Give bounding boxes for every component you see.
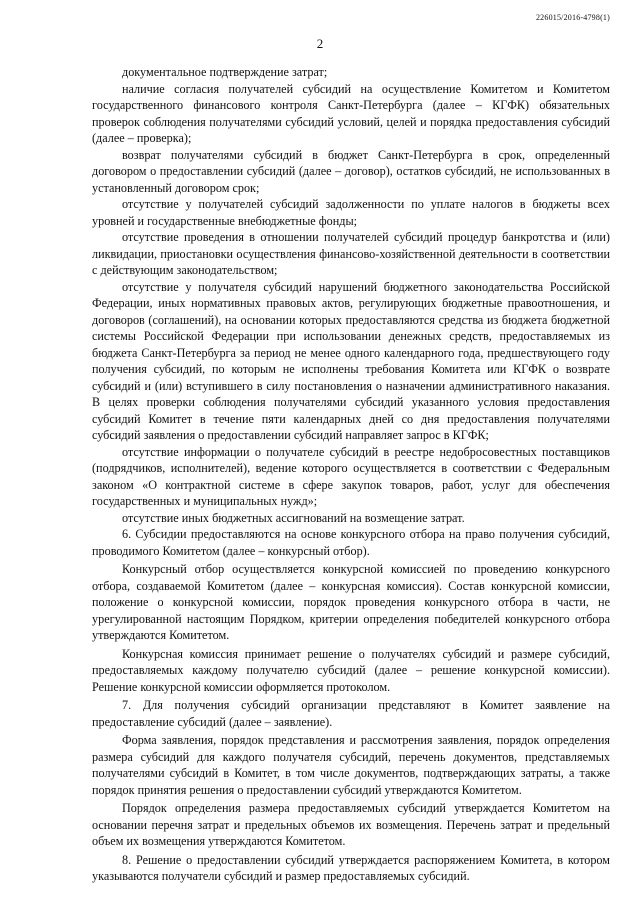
paragraph: Конкурсная комиссия принимает решение о получателях субсидий и размере субсидий, предоставляемых каждому получателю субсидий (далее – решение конкурсной комиссии). Решение конкурсной комиссии оформляется протоколом. xyxy=(92,646,610,694)
document-number: 226015/2016-4798(1) xyxy=(535,13,610,22)
paragraph: 8. Решение о предоставлении субсидий утверждается распоряжением Комитета, в котором указываются получатели субсидий и размер предоставляемых субсидий. xyxy=(92,852,610,883)
document-body xyxy=(92,64,610,885)
page-number: 2 xyxy=(316,36,324,51)
paragraph: отсутствие у получателя субсидий нарушений бюджетного законодательства Российской Федерации, иных нормативных правовых актов, регулирующих бюджетные правоотношения, и договоров (соглашений), на основании которых предоставляются средства из бюджета бюджетной системы Российской Федерации при использовании денежных средств, предоставляемых из бюджета Санкт-Петербурга за период не менее одного календарного года, предшествующего году получения субсидий, по которым не исполнены требования Комитета или КГФК о возврате субсидий и (или) вступившего в силу постановления о назначении административного наказания. В целях проверки соблюдения получателями субсидий указанного условия предоставления субсидий Комитет в течение пяти календарных дней со дня предоставления получателями субсидий заявления о предоставлении субсидий направляет запрос в КГФК; xyxy=(92,279,610,442)
paragraph: Порядок определения размера предоставляемых субсидий утверждается Комитетом на основании перечня затрат и предельных объемов их возмещения. Перечень затрат и предельный объем их возмещения утверждаются Комитетом. xyxy=(92,801,610,848)
paragraph: 7. Для получения субсидий организации представляют в Комитет заявление на предоставление субсидий (далее – заявление). xyxy=(92,698,610,729)
paragraph: документальное подтверждение затрат; xyxy=(122,65,328,79)
paragraph: возврат получателями субсидий в бюджет Санкт-Петербурга в срок, определенный договором о предоставлении субсидий (далее – договор), остатков субсидий, не использованных в установленный договором срок; xyxy=(92,147,610,195)
paragraph: отсутствие проведения в отношении получателей субсидий процедур банкротства и (или) ликвидации, приостановки осуществления финансово-хозяйственной деятельности в соответствии с действующим законодательством; xyxy=(92,230,610,277)
paragraph: отсутствие информации о получателе субсидий в реестре недобросовестных поставщиков (подрядчиков, исполнителей), ведение которого осуществляется в соответствии с Федеральным законом «О контрактной системе в сфере закупок товаров, работ, услуг для обеспечения государственных и муниципальных нужд»; xyxy=(92,444,610,508)
paragraph: отсутствие у получателей субсидий задолженности по уплате налогов в бюджеты всех уровней и государственные внебюджетные фонды; xyxy=(92,197,610,228)
paragraph: Форма заявления, порядок представления и рассмотрения заявления, порядок определения размера субсидий для каждого получателя субсидий, перечень документов, представляемых получателями субсидий в Комитет, в том числе документов, подтверждающих затраты, а также порядок принятия решения о предоставлении субсидий утверждаются Комитетом. xyxy=(92,733,610,797)
paragraph: 6. Субсидии предоставляются на основе конкурсного отбора на право получения субсидий, проводимого Комитетом (далее – конкурсный отбор). xyxy=(92,527,610,558)
paragraph: Конкурсный отбор осуществляется конкурсной комиссией по проведению конкурсного отбора, создаваемой Комитетом (далее – конкурсная комиссия). Состав конкурсной комиссии, положение о конкурсной комиссии, порядок проведения конкурсного отбора в части, не урегулированной настоящим Порядком, критерии определения победителей конкурсного отбора утверждаются Комитетом. xyxy=(92,562,610,642)
paragraph: наличие согласия получателей субсидий на осуществление Комитетом и Комитетом государственного финансового контроля Санкт-Петербурга (далее – КГФК) обязательных проверок соблюдения получателями субсидий условий, целей и порядка предоставления субсидий (далее – проверка); xyxy=(92,81,610,145)
paragraph: отсутствие иных бюджетных ассигнований на возмещение затрат. xyxy=(122,510,465,525)
